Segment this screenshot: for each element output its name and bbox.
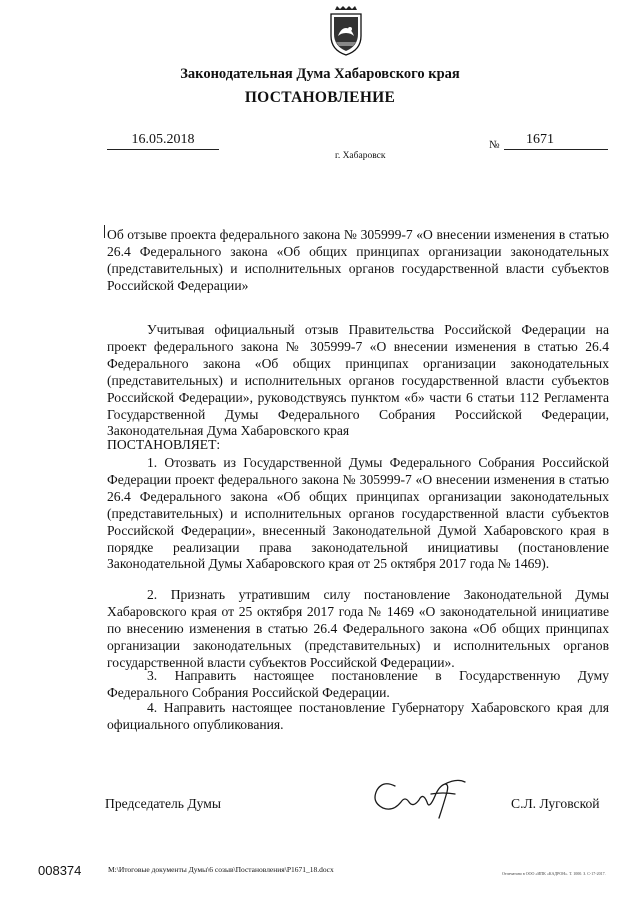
text-cursor [104, 225, 105, 238]
document-city: г. Хабаровск [335, 151, 386, 161]
handwritten-signature [365, 772, 475, 822]
document-type: ПОСТАНОВЛЕНИЕ [244, 89, 396, 106]
file-path: M:\Итоговые документы Думы\6 созыв\Постановления\P1671_18.docx [108, 865, 334, 874]
document-subject: Об отзыве проекта федерального закона № 305999-7 «О внесении изменения в статью 26.4 Федерального закона «Об общих принципах организации законодательных (представительных) и исполнительных органов государственной власти субъектов Российской Федерации» [107, 227, 609, 293]
resolution-item-4: 4. Направить настоящее постановление Губернатору Хабаровского края для официального опубликования. [107, 700, 609, 732]
signatory-position: Председатель Думы [105, 796, 222, 811]
signer-name: С.Л. Луговской [511, 796, 600, 811]
document-date: 16.05.2018 [107, 132, 219, 150]
preamble-paragraph: Учитывая официальный отзыв Правительства Российской Федерации на проект федерального закона № 305999-7 «О внесении изменения в статью 26.4 Федерального закона «Об общих принципах организации законодательных (представительных) и исполнительных органов государственной власти субъектов Российской Федерации», руководствуясь пунктом «б» части 6 статьи 112 Регламента Государственной Думы Федерального Собрания Российской Федерации, Законодательная Дума Хабаровского края [107, 322, 609, 439]
document-serial-number: 008374 [38, 863, 82, 878]
resolution-item-2: 2. Признать утратившим силу постановление Законодательной Думы Хабаровского края от 25 октября 2017 года № 1469 «О законодательной инициативе по внесению изменения в статью 26.4 Федерального закона «Об общих принципах организации законодательных (представительных) и исполнительных органов государственной власти субъектов Российской Федерации». [107, 587, 609, 670]
resolves-heading: ПОСТАНОВЛЯЕТ: [107, 437, 221, 452]
resolution-item-3: 3. Направить настоящее постановление в Государственную Думу Федерального Собрания Российской Федерации. [107, 668, 609, 700]
resolution-item-1: 1. Отозвать из Государственной Думы Федерального Собрания Российской Федерации проект федерального закона № 305999-7 «О внесении изменения в статью 26.4 Федерального закона «Об общих принципах организации законодательных (представительных) и исполнительных органов государственной власти субъектов Российской Федерации», внесенный Законодательной Думой Хабаровского края в порядке реализации права законодательной инициативы (постановление Законодательной Думы Хабаровского края от 25 октября 2017 года № 1469). [107, 455, 609, 572]
coat-of-arms-icon [329, 6, 363, 56]
document-number: 1671 [504, 132, 608, 150]
number-label: № [489, 139, 500, 151]
print-info: Отпечатано в ООО «ИПК «КАДРОН». Т. 1000. З. С-17-2017. [502, 871, 606, 876]
organization-name: Законодательная Дума Хабаровского края [180, 66, 460, 82]
